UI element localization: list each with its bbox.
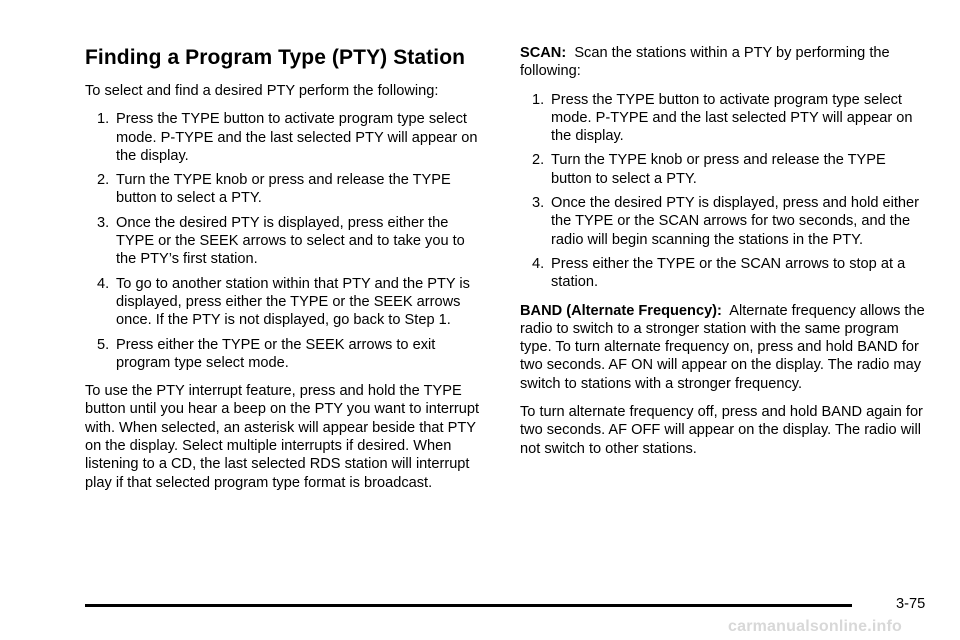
step-number: 4. [532,255,545,272]
list-item [85,336,485,373]
step-number: 4. [97,275,110,292]
step-number: 2. [532,152,545,169]
step-text: Press either the TYPE or the SCAN arrows to stop at a station. [551,255,906,291]
list-item [520,151,925,188]
band-term: BAND (Alternate Frequency): [520,302,722,319]
scan-text: Scan the stations within a PTY by performing the following: [520,45,890,80]
step-text: Once the desired PTY is displayed, press either the TYPE or the SEEK arrows to select and to take you to the PTY’s first station. [116,214,465,268]
step-number: 3. [97,214,110,231]
list-item [520,255,925,292]
scan-term: SCAN: [520,45,567,61]
pty-steps-list [85,110,485,372]
step-text: Press the TYPE button to activate program type select mode. P-TYPE and the last selected PTY will appear on the display. [116,111,478,164]
left-column [85,44,485,502]
list-item [520,194,925,249]
step-number: 1. [97,111,110,128]
list-item [85,214,485,269]
step-number: 2. [97,172,110,189]
af-off-paragraph: To turn alternate frequency off, press and hold BAND again for two seconds. AF OFF will appear on the display. The radio will not switch to other stations. [520,404,923,457]
step-text: Press the TYPE button to activate program type select mode. P-TYPE and the last selected PTY will appear on the display. [551,91,913,145]
step-number: 1. [532,91,545,108]
band-text: Alternate frequency allows the radio to switch to a stronger station with the same program type. To turn alternate frequency on, press and hold BAND for two seconds. AF ON will appear on the display. The radio may switch to stations with a stronger frequency. [520,302,925,392]
step-text: Turn the TYPE knob or press and release the TYPE button to select a PTY. [551,152,886,187]
step-text: To go to another station within that PTY and the PTY is displayed, press either the TYPE or the SEEK arrows once. If the PTY is not displayed, go back to Step 1. [116,275,470,329]
interrupt-paragraph: To use the PTY interrupt feature, press and hold the TYPE button until you hear a beep on the PTY you want to interrupt with. When selected, an asterisk will appear beside that PTY on the display. Select multiple interrupts if desired. When listening to a CD, the last selected RDS station will interrupt play if that selected program type format is broadcast. [85,383,480,491]
scan-paragraph [520,44,925,81]
list-item [85,275,485,330]
scan-steps-list [520,91,925,292]
list-item [85,171,485,208]
page-number: 3-75 [896,596,926,612]
footer-rule [85,604,852,607]
watermark: carmanualsonline.info [728,618,903,635]
step-text: Turn the TYPE knob or press and release the TYPE button to select a PTY. [116,172,451,207]
step-number: 5. [97,336,110,353]
step-text: Press either the TYPE or the SEEK arrows to exit program type select mode. [116,336,436,371]
band-paragraph [520,302,925,393]
step-text: Once the desired PTY is displayed, press and hold either the TYPE or the SCAN arrows for two seconds, and the radio will begin scanning the stations in the PTY. [551,195,920,248]
right-column [520,44,925,468]
list-item [85,110,485,165]
section-title: Finding a Program Type (PTY) Station [85,46,466,69]
step-number: 3. [532,195,545,212]
list-item [520,91,925,146]
intro-paragraph: To select and find a desired PTY perform the following: [85,83,439,99]
